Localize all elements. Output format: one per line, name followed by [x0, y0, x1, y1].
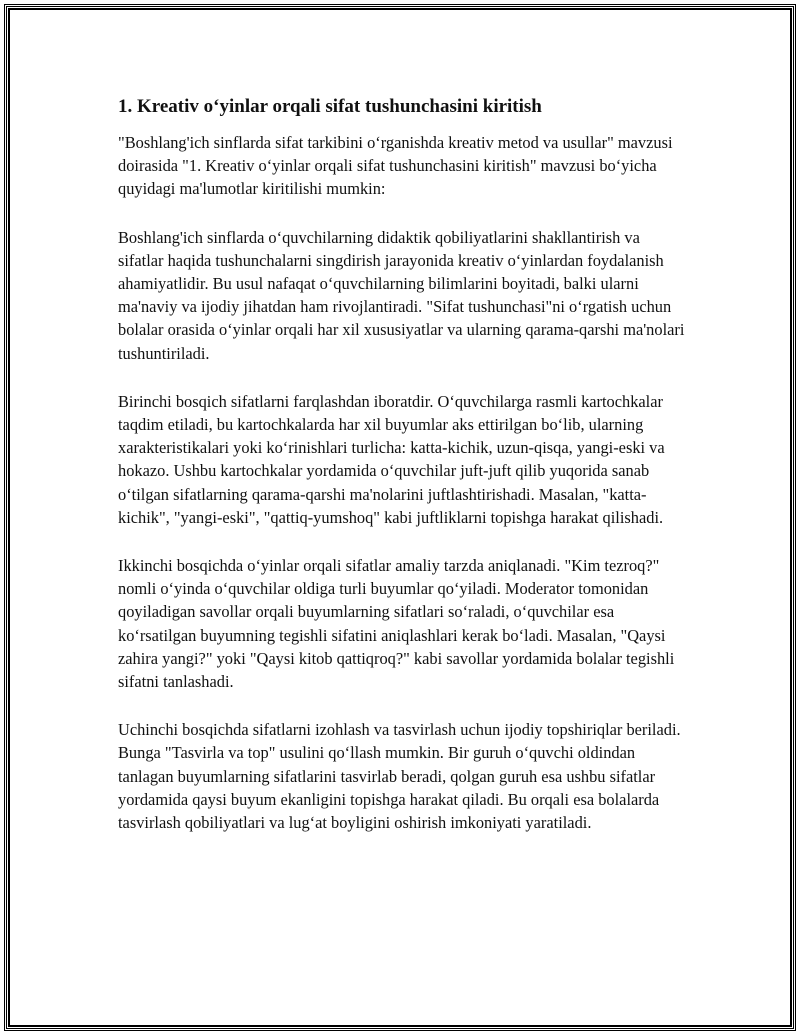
document-body: [118, 95, 688, 859]
paragraph-stage-three: Uchinchi bosqichda sifatlarni izohlash va tasvirlash uchun ijodiy topshiriqlar beriladi. Bunga "Tasvirla va top" usulini qo‘llash mumkin. Bir guruh o‘quvchi oldindan tanlagan buyumlarning sifatlarini tasvirlab beradi, qolgan guruh esa ushbu sifatlar yordamida qaysi buyum ekanligini topishga harakat qiladi. Bu orqali esa bolalarda tasvirlash qobiliyatlari va lug‘at boyligini oshirish imkoniyati yaratiladi.: [118, 720, 681, 833]
paragraph-intro: "Boshlang'ich sinflarda sifat tarkibini o‘rganishda kreativ metod va usullar" mavzusi doirasida "1. Kreativ o‘yinlar orqali sifat tushunchasini kiritish" mavzusi bo‘yicha quyidagi ma'lumotlar kiritilishi mumkin:: [118, 133, 673, 199]
document-title: 1. Kreativ o‘yinlar orqali sifat tushunchasini kiritish: [118, 96, 542, 117]
paragraph-stage-two: Ikkinchi bosqichda o‘yinlar orqali sifatlar amaliy tarzda aniqlanadi. "Kim tezroq?" nomli o‘yinda o‘quvchilar oldiga turli buyumlar qo‘yiladi. Moderator tomonidan qoyiladigan savollar orqali buyumlarning sifatlari so‘raladi, o‘quvchilar esa ko‘rsatilgan buyumning tegishli sifatini aniqlashlari kerak bo‘ladi. Masalan, "Qaysi zahira yangi?" yoki "Qaysi kitob qattiqroq?" kabi savollar yordamida bolalar tegishli sifatni tanlashadi.: [118, 556, 675, 692]
paragraph-overview: Boshlang'ich sinflarda o‘quvchilarning didaktik qobiliyatlarini shakllantirish va sifatlar haqida tushunchalarni singdirish jarayonida kreativ o‘yinlardan foydalanish ahamiyatlidir. Bu usul nafaqat o‘quvchilarning bilimlarini boyitadi, balki ularni ma'naviy va ijodiy jihatdan ham rivojlantiradi. "Sifat tushunchasi"ni o‘rgatish uchun bolalar orasida o‘yinlar orqali har xil xususiyatlar va ularning qarama-qarshi ma'nolari tushuntiriladi.: [118, 227, 685, 363]
paragraph-stage-one: Birinchi bosqich sifatlarni farqlashdan iboratdir. O‘quvchilarga rasmli kartochkalar taqdim etiladi, bu kartochkalarda har xil buyumlar aks ettirilgan bo‘lib, ularning xarakteristikalari yoki ko‘rinishlari turlicha: katta-kichik, uzun-qisqa, yangi-eski va hokazo. Ushbu kartochkalar yordamida o‘quvchilar juft-juft qilib yuqorida sanab o‘tilgan sifatlarning qarama-qarshi ma'nolarini juftlashtirishadi. Masalan, "katta-kichik", "yangi-eski", "qattiq-yumshoq" kabi juftliklarni topishga harakat qilishadi.: [118, 391, 665, 527]
